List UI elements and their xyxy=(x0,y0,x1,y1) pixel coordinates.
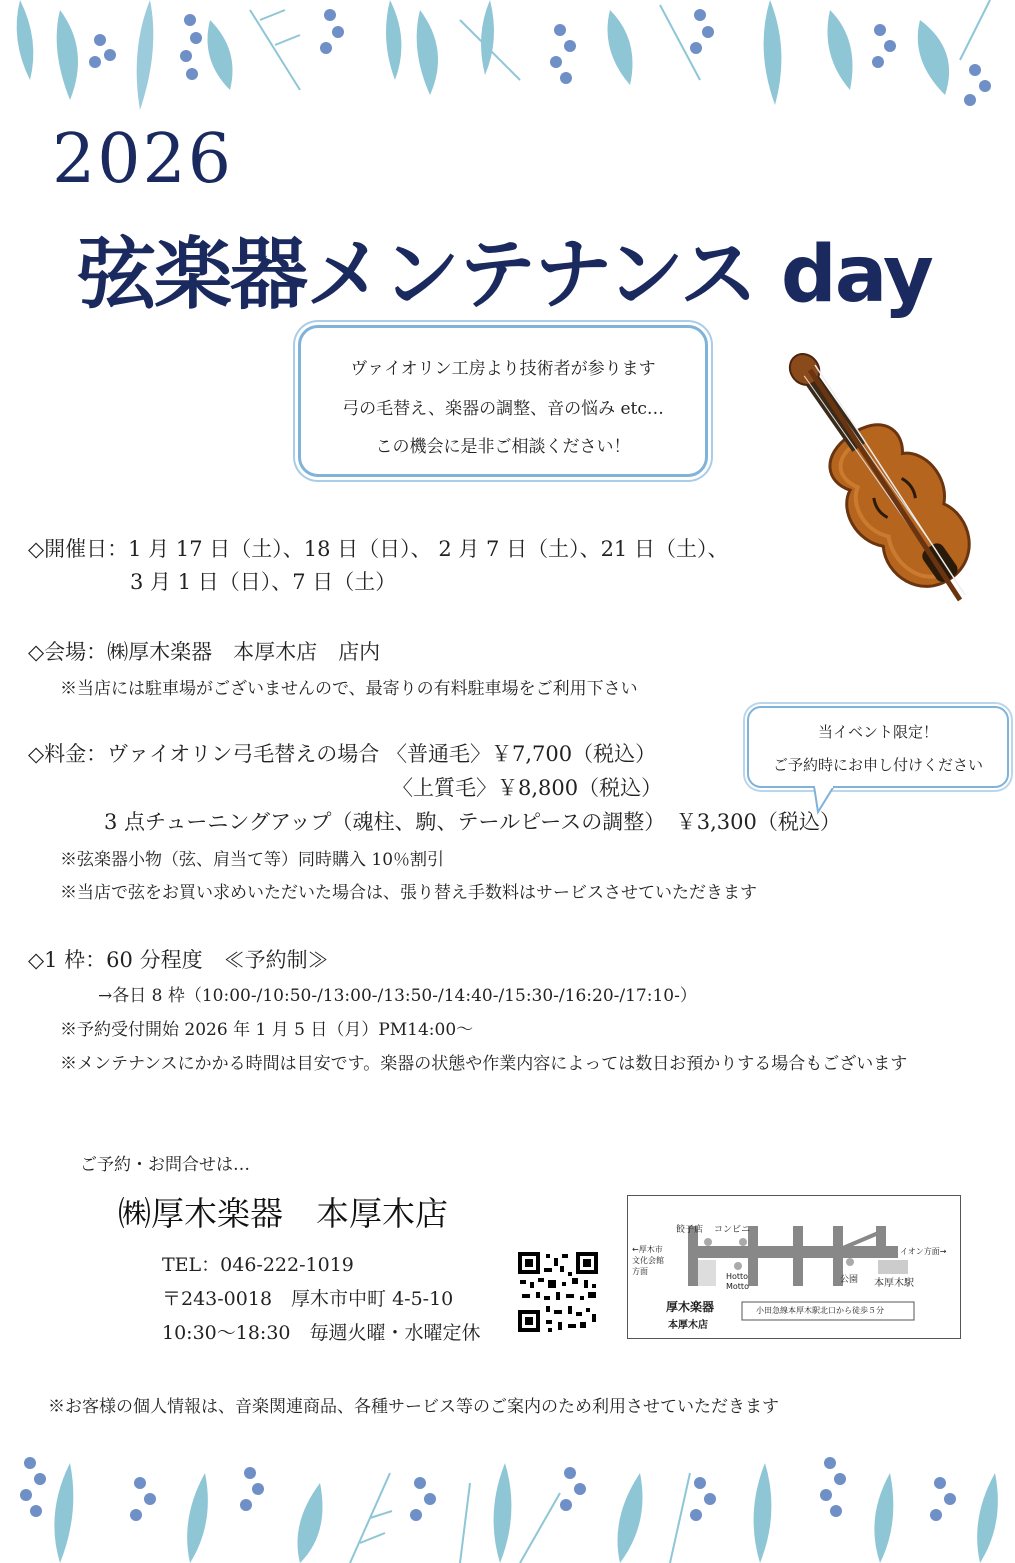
booking-note-1: ※予約受付開始 2026 年 1 月 5 日（月）PM14:00～ xyxy=(60,1020,474,1040)
map-label-hotto: Hotto Motto xyxy=(726,1272,749,1291)
pricing-note-1: ※弦楽器小物（弦、肩当て等）同時購入 10％割引 xyxy=(60,850,445,870)
pricing-note-2: ※当店で弦をお買い求めいただいた場合は、張り替え手数料はサービスさせていただきます xyxy=(60,883,757,903)
contact-intro: ご予約・お問合せは… xyxy=(80,1155,250,1175)
store-map xyxy=(627,1195,961,1339)
map-label-conbini: コンビニ xyxy=(714,1225,751,1235)
qr-code[interactable] xyxy=(518,1252,598,1332)
intro-box xyxy=(298,325,708,477)
schedule-line-1: ◇開催日：1 月 17 日（土）、18 日（日）、 2 月 7 日（土）、21 日（土）、 xyxy=(28,537,729,561)
limited-offer-callout xyxy=(747,706,1009,788)
pricing-line-3: 3 点チューニングアップ（魂柱、駒、テールピースの調整） ￥3,300（税込） xyxy=(104,810,841,834)
violin-illustration xyxy=(770,330,995,630)
map-label-park: 公園 xyxy=(840,1275,859,1285)
contact-hours: 10:30～18:30 毎週火曜・水曜定休 xyxy=(162,1322,481,1344)
contact-tel[interactable]: TEL：046-222-1019 xyxy=(162,1254,354,1276)
intro-line-1: ヴァイオリン工房より技術者が参ります xyxy=(350,359,656,379)
top-leaf-border xyxy=(0,0,1015,130)
contact-address: 〒243-0018 厚木市中町 4-5-10 xyxy=(162,1288,454,1310)
intro-line-3: この機会に是非ご相談ください！ xyxy=(375,437,631,457)
booking-note-2: ※メンテナンスにかかる時間は目安です。楽器の状態や作業内容によっては数日お預かりする場合もございます xyxy=(60,1054,908,1074)
booking-slots: →各日 8 枠（10:00-/10:50-/13:00-/13:50-/14:40-/15:30-/16:20-/17:10-） xyxy=(98,986,697,1006)
map-label-walk: 小田急線本厚木駅北口から徒歩５分 xyxy=(756,1306,884,1315)
map-label-bunka: ←厚木市 文化会館 方面 xyxy=(632,1245,664,1276)
callout-line-1: 当イベント限定！ xyxy=(817,723,938,741)
company-name: ㈱厚木楽器 本厚木店 xyxy=(118,1194,448,1233)
event-year: 2026 xyxy=(52,120,234,199)
event-title: 弦楽器メンテナンス day xyxy=(78,230,932,320)
venue-line: ◇会場：㈱厚木楽器 本厚木店 店内 xyxy=(28,640,381,664)
schedule-line-2: 3 月 1 日（日）、7 日（土） xyxy=(130,570,397,594)
pricing-line-1: ◇料金：ヴァイオリン弓毛替えの場合 〈普通毛〉￥7,700（税込） xyxy=(28,742,657,766)
callout-line-2: ご予約時にお申し付けください xyxy=(772,756,983,774)
intro-line-2: 弓の毛替え、楽器の調整、音の悩み etc… xyxy=(342,399,664,419)
booking-line-1: ◇1 枠：60 分程度 ≪予約制≫ xyxy=(28,948,329,972)
privacy-note: ※お客様の個人情報は、音楽関連商品、各種サービス等のご案内のため利用させていただきます xyxy=(48,1397,779,1417)
callout-tail xyxy=(812,786,842,816)
venue-parking-note: ※当店には駐車場がございませんので、最寄りの有料駐車場をご利用下さい xyxy=(60,679,638,699)
map-label-store-name: 厚木楽器 xyxy=(666,1300,715,1314)
map-label-store-branch: 本厚木店 xyxy=(668,1320,708,1331)
pricing-line-2: 〈上質毛〉￥8,800（税込） xyxy=(392,776,663,800)
map-label-gyoza: 餃子店 xyxy=(676,1225,704,1235)
map-label-station: 本厚木駅 xyxy=(874,1278,914,1289)
bottom-leaf-border xyxy=(0,1433,1015,1563)
map-label-aeon: イオン方面→ xyxy=(900,1247,947,1256)
